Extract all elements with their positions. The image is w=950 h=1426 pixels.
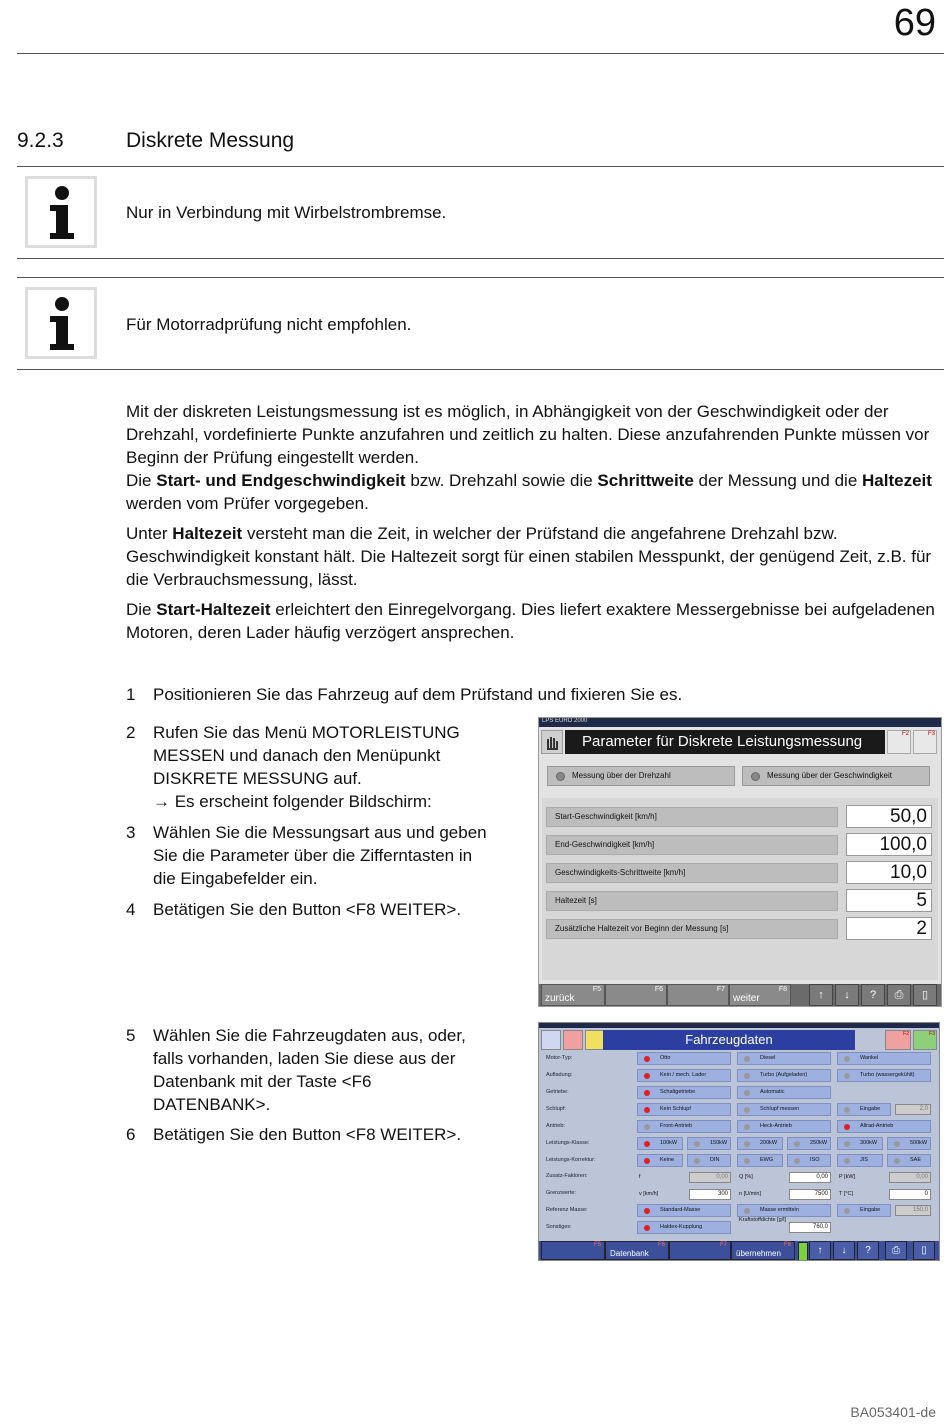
option-radio[interactable] xyxy=(637,1052,731,1065)
print-icon[interactable]: ⎙ xyxy=(887,984,911,1006)
f7-button[interactable] xyxy=(669,1241,731,1260)
divider xyxy=(17,166,944,167)
option-radio[interactable] xyxy=(837,1204,891,1217)
radio-icon xyxy=(844,1107,850,1113)
param-label: Zusätzliche Haltezeit vor Beginn der Messung [s] xyxy=(546,919,838,939)
fkey-label: F6 xyxy=(654,986,663,993)
step-text: Rufen Sie das Menü MOTORLEISTUNG xyxy=(153,723,460,742)
option-label: Haldex-Kupplung xyxy=(660,1224,703,1230)
back-button[interactable] xyxy=(541,984,605,1006)
radio-icon xyxy=(794,1141,800,1147)
factor-f-input[interactable]: 0,00 xyxy=(689,1172,731,1183)
divider xyxy=(17,277,944,278)
row-label: Grenzwerte: xyxy=(546,1190,576,1196)
option-radio[interactable] xyxy=(737,1069,831,1082)
param-step-input[interactable]: 10,0 xyxy=(846,861,932,884)
text: Unter xyxy=(126,524,173,543)
option-radio[interactable] xyxy=(687,1154,731,1167)
section-number: 9.2.3 xyxy=(17,129,64,152)
radio-icon xyxy=(694,1141,700,1147)
engine-icon[interactable] xyxy=(563,1030,583,1050)
option-label: 300kW xyxy=(860,1140,878,1146)
text: der Messung und die xyxy=(693,471,862,490)
hand-icon[interactable] xyxy=(541,730,563,754)
bold-term: Haltezeit xyxy=(172,524,243,543)
option-radio[interactable] xyxy=(637,1120,731,1133)
fkey-label: F3 xyxy=(929,1031,935,1037)
screen-title: Fahrzeugdaten xyxy=(603,1030,855,1050)
step-text: Wählen Sie die Messungsart aus und geben xyxy=(153,823,487,842)
f6-button[interactable] xyxy=(605,984,667,1006)
row-label: Motor-Typ: xyxy=(546,1055,573,1061)
radio-icon xyxy=(644,1158,650,1164)
row-label: Zusatz-Faktoren: xyxy=(546,1173,588,1179)
step-text: die Eingabefelder ein. xyxy=(153,869,318,888)
paragraph: Mit der diskreten Leistungsmessung ist es möglich, in Abhängigkeit von der Geschwindigkeit oder der Drehzahl, vordefinierte Punkte anzufahren und zeitlich zu halten. Diese anzufahrenden Punkte müssen vor Beginn der Prüfung eingestellt werden. xyxy=(126,402,930,467)
option-radio[interactable] xyxy=(737,1204,831,1217)
option-checkbox[interactable] xyxy=(637,1221,731,1234)
mode-label: Messung über der Drehzahl xyxy=(572,771,671,780)
radio-icon xyxy=(644,1124,650,1130)
option-radio[interactable] xyxy=(637,1137,683,1150)
step-text: Betätigen Sie den Button <F8 WEITER>. xyxy=(153,900,462,919)
f2-key-icon[interactable] xyxy=(885,1030,911,1050)
app-title: LPS EURO 2000 xyxy=(542,718,588,724)
option-label: Heck-Antrieb xyxy=(760,1123,792,1129)
radio-icon xyxy=(744,1208,750,1214)
option-label: Kein / mech. Lader xyxy=(660,1072,707,1078)
limit-n-input[interactable]: 7500 xyxy=(789,1189,831,1200)
param-start-input[interactable]: 50,0 xyxy=(846,805,932,828)
step-number: 3 xyxy=(126,823,136,842)
option-radio[interactable] xyxy=(637,1204,731,1217)
screen-title: Parameter für Diskrete Leistungsmessung xyxy=(565,730,885,754)
field-label: P [kW] xyxy=(839,1174,856,1180)
button-label: übernehmen xyxy=(736,1249,781,1258)
option-label: JIS xyxy=(860,1157,868,1163)
fkey-label: F3 xyxy=(927,731,935,737)
radio-icon xyxy=(694,1158,700,1164)
fuel-density-input[interactable]: 760,0 xyxy=(789,1222,831,1233)
option-radio[interactable] xyxy=(837,1052,931,1065)
fkey-label: F8 xyxy=(783,1242,791,1248)
hand-icon[interactable] xyxy=(541,1030,561,1050)
param-haltezeit-input[interactable]: 5 xyxy=(846,889,932,912)
option-radio[interactable] xyxy=(637,1154,683,1167)
radio-icon xyxy=(894,1141,900,1147)
radio-icon xyxy=(644,1107,650,1113)
row-label: Antrieb: xyxy=(546,1123,565,1129)
field-label: Kraftstoffdichte [g/l] xyxy=(739,1217,786,1223)
option-radio[interactable] xyxy=(737,1052,831,1065)
radio-icon xyxy=(844,1124,850,1130)
step-text: DATENBANK>. xyxy=(153,1095,271,1114)
step-6 xyxy=(126,1123,526,1153)
step-3 xyxy=(126,821,526,901)
next-button[interactable] xyxy=(729,984,791,1006)
button-label: zurück xyxy=(545,993,575,1004)
factor-p-input[interactable]: 0,00 xyxy=(889,1172,931,1183)
divider xyxy=(17,369,944,370)
step-text: Sie die Parameter über die Zifferntasten in xyxy=(153,846,473,865)
mode-label: Messung über der Geschwindigkeit xyxy=(767,771,892,780)
radio-icon xyxy=(794,1158,800,1164)
schlupf-input[interactable]: 2,0 xyxy=(895,1104,931,1115)
f2-key-icon[interactable] xyxy=(887,730,911,754)
option-radio[interactable] xyxy=(837,1154,883,1167)
step-number: 5 xyxy=(126,1026,136,1045)
fkey-label: F2 xyxy=(901,731,909,737)
option-radio[interactable] xyxy=(637,1086,731,1099)
arrow-up-icon[interactable]: ↑ xyxy=(809,984,833,1006)
option-label: Masse ermitteln xyxy=(760,1207,799,1213)
divider xyxy=(17,53,944,54)
document-id: BA053401-de xyxy=(850,1404,936,1420)
option-radio[interactable] xyxy=(737,1120,831,1133)
option-label: Front-Antrieb xyxy=(660,1123,693,1129)
text: bzw. Drehzahl sowie die xyxy=(405,471,598,490)
radio-icon xyxy=(844,1158,850,1164)
status-indicator xyxy=(798,1242,808,1261)
step-text: Betätigen Sie den Button <F8 WEITER>. xyxy=(153,1125,462,1144)
factor-q-input[interactable]: 0,00 xyxy=(789,1172,831,1183)
limit-t-input[interactable]: 0 xyxy=(889,1189,931,1200)
field-label: v [km/h] xyxy=(639,1191,659,1197)
option-radio[interactable] xyxy=(837,1120,931,1133)
option-radio[interactable] xyxy=(637,1103,731,1116)
radio-icon xyxy=(844,1073,850,1079)
row-label: Leistungs-Klasse: xyxy=(546,1140,590,1146)
option-label: Eingabe xyxy=(860,1106,881,1112)
option-label: Allrad-Antrieb xyxy=(860,1123,894,1129)
row-label: Leistungs-Korrektur: xyxy=(546,1157,596,1163)
radio-icon xyxy=(744,1107,750,1113)
body-text xyxy=(126,400,936,651)
option-radio[interactable] xyxy=(737,1137,783,1150)
option-label: Schaltgetriebe xyxy=(660,1089,696,1095)
option-label: 250kW xyxy=(810,1140,828,1146)
fkey-label: F7 xyxy=(719,1242,727,1248)
info-icon xyxy=(25,176,97,248)
step-number: 2 xyxy=(126,723,136,742)
bold-term: Haltezeit xyxy=(862,471,932,490)
step-number: 1 xyxy=(126,685,136,704)
radio-icon xyxy=(744,1073,750,1079)
option-label: Wankel xyxy=(860,1055,879,1061)
arrow-down-icon[interactable]: ↓ xyxy=(833,1241,855,1260)
mode-drehzahl-button[interactable] xyxy=(547,766,735,786)
step-text: MESSEN und danach den Menüpunkt xyxy=(153,746,441,765)
text: Die xyxy=(126,600,157,619)
option-radio[interactable] xyxy=(637,1069,731,1082)
radio-icon xyxy=(844,1208,850,1214)
option-radio[interactable] xyxy=(737,1086,831,1099)
option-radio[interactable] xyxy=(837,1103,891,1116)
option-label: Diesel xyxy=(760,1055,776,1061)
option-label: DIN xyxy=(710,1157,720,1163)
fkey-label: F8 xyxy=(778,986,787,993)
step-text: Positionieren Sie das Fahrzeug auf dem Prüfstand und fixieren Sie es. xyxy=(153,685,683,704)
radio-icon xyxy=(644,1208,650,1214)
field-label: n [U/min] xyxy=(739,1191,762,1197)
param-label: Start-Geschwindigkeit [km/h] xyxy=(546,807,838,827)
step-text: Wählen Sie die Fahrzeugdaten aus, oder, xyxy=(153,1026,466,1045)
option-label: 500kW xyxy=(910,1140,928,1146)
option-radio[interactable] xyxy=(837,1137,883,1150)
option-radio[interactable] xyxy=(787,1137,831,1150)
f3-key-icon[interactable] xyxy=(913,730,937,754)
option-radio[interactable] xyxy=(737,1103,831,1116)
mass-input[interactable]: 150,0 xyxy=(895,1205,931,1216)
step-number: 4 xyxy=(126,900,136,919)
row-label: Aufladung: xyxy=(546,1072,573,1078)
f3-key-icon[interactable] xyxy=(913,1030,937,1050)
text: Die xyxy=(126,471,157,490)
option-label: Kein Schlupf xyxy=(660,1106,691,1112)
page-number: 69 xyxy=(893,2,936,44)
field-label: f xyxy=(639,1174,641,1180)
option-radio[interactable] xyxy=(887,1154,931,1167)
option-label: Schlupf messen xyxy=(760,1106,800,1112)
note-text: Nur in Verbindung mit Wirbelstrombremse. xyxy=(126,203,447,222)
help-icon[interactable]: ? xyxy=(861,984,885,1006)
screenshot-diskrete-parameter xyxy=(538,717,942,1007)
radio-icon xyxy=(644,1073,650,1079)
print-icon[interactable]: ⎙ xyxy=(885,1241,907,1260)
param-label: End-Geschwindigkeit [km/h] xyxy=(546,835,838,855)
param-label: Geschwindigkeits-Schrittweite [km/h] xyxy=(546,863,838,883)
fkey-label: F5 xyxy=(592,986,601,993)
database-button[interactable] xyxy=(605,1241,669,1260)
arrow-down-icon[interactable]: ↓ xyxy=(835,984,859,1006)
field-label: T [°C] xyxy=(839,1191,854,1197)
button-label: weiter xyxy=(733,993,760,1004)
option-label: Automatic xyxy=(760,1089,785,1095)
limit-v-input[interactable]: 300 xyxy=(689,1189,731,1200)
radio-icon xyxy=(844,1141,850,1147)
radio-icon xyxy=(744,1158,750,1164)
radio-icon xyxy=(644,1090,650,1096)
text: erleichtert den Einregelvorgang. Dies liefert exaktere Messergebnisse bei aufgeladenen Motoren, deren Lader häufig verzögert ansprechen. xyxy=(126,600,935,642)
row-label: Referenz Masse: xyxy=(546,1207,588,1213)
step-text: Datenbank mit der Taste <F6 xyxy=(153,1072,372,1091)
param-end-input[interactable]: 100,0 xyxy=(846,833,932,856)
radio-icon xyxy=(744,1124,750,1130)
option-label: 150kW xyxy=(710,1140,728,1146)
param-start-haltezeit-input[interactable]: 2 xyxy=(846,917,932,940)
exit-icon[interactable]: ▯ xyxy=(913,1241,935,1260)
row-label: Sonstiges: xyxy=(546,1224,572,1230)
section-title: Diskrete Messung xyxy=(126,129,295,152)
settings-icon[interactable] xyxy=(585,1030,605,1050)
step-text: DISKRETE MESSUNG auf. xyxy=(153,769,362,788)
radio-icon xyxy=(744,1090,750,1096)
fkey-label: F2 xyxy=(903,1031,909,1037)
radio-icon xyxy=(894,1158,900,1164)
radio-icon xyxy=(844,1056,850,1062)
exit-icon[interactable]: ▯ xyxy=(913,984,937,1006)
option-radio[interactable] xyxy=(887,1137,931,1150)
option-radio[interactable] xyxy=(787,1154,831,1167)
step-5 xyxy=(126,1024,526,1124)
radio-icon xyxy=(751,772,760,781)
option-label: Turbo (wassergekühlt) xyxy=(860,1072,915,1078)
option-radio[interactable] xyxy=(687,1137,731,1150)
option-label: Otto xyxy=(660,1055,671,1061)
accept-button[interactable] xyxy=(731,1241,795,1260)
radio-icon xyxy=(744,1141,750,1147)
option-label: Keine xyxy=(660,1157,675,1163)
button-label: Datenbank xyxy=(610,1249,649,1258)
step-number: 6 xyxy=(126,1125,136,1144)
app-titlebar xyxy=(539,1023,939,1028)
checkbox-icon xyxy=(644,1225,650,1231)
step-text: falls vorhanden, laden Sie diese aus der xyxy=(153,1049,456,1068)
help-icon[interactable]: ? xyxy=(857,1241,879,1260)
fkey-label: F7 xyxy=(716,986,725,993)
option-label: ISO xyxy=(810,1157,820,1163)
mode-geschwindigkeit-button[interactable] xyxy=(742,766,930,786)
step-4 xyxy=(126,898,526,928)
screenshot-fahrzeugdaten xyxy=(538,1022,940,1261)
divider xyxy=(17,258,944,259)
step-result: → Es erscheint folgender Bildschirm: xyxy=(153,792,432,811)
option-label: Eingabe xyxy=(860,1207,881,1213)
radio-icon xyxy=(744,1056,750,1062)
option-radio[interactable] xyxy=(837,1069,931,1082)
fkey-label: F5 xyxy=(593,1242,601,1248)
note-text: Für Motorradprüfung nicht empfohlen. xyxy=(126,315,412,334)
param-label: Haltezeit [s] xyxy=(546,891,838,911)
bold-term: Start- und Endgeschwindigkeit xyxy=(156,471,406,490)
radio-icon xyxy=(644,1141,650,1147)
text: versteht man die Zeit, in welcher der Prüfstand die angefahrene Drehzahl bzw. Geschwindigkeit konstant hält. Die Haltezeit sorgt für einen stabilen Messpunkt, der genügend Zeit, z.B. für die Verbrauchsmessung, lässt. xyxy=(126,524,932,589)
row-label: Schlupf: xyxy=(546,1106,566,1112)
bold-term: Start-Haltezeit xyxy=(156,600,271,619)
field-label: Q [%] xyxy=(739,1174,753,1180)
f7-button[interactable] xyxy=(667,984,729,1006)
text: werden vom Prüfer vorgegeben. xyxy=(126,494,369,513)
radio-icon xyxy=(644,1056,650,1062)
fkey-label: F6 xyxy=(657,1242,665,1248)
radio-icon xyxy=(556,772,565,781)
option-radio[interactable] xyxy=(737,1154,783,1167)
option-label: SAE xyxy=(910,1157,922,1163)
option-label: Standard-Masse xyxy=(660,1207,701,1213)
option-label: 100kW xyxy=(660,1140,678,1146)
arrow-up-icon[interactable]: ↑ xyxy=(809,1241,831,1260)
f5-button[interactable] xyxy=(541,1241,605,1260)
app-titlebar xyxy=(539,718,941,727)
option-label: 200kW xyxy=(760,1140,778,1146)
step-2 xyxy=(126,721,526,821)
row-label: Getriebe: xyxy=(546,1089,569,1095)
info-icon xyxy=(25,287,97,359)
option-label: EWG xyxy=(760,1157,774,1163)
option-label: Turbo (Aufgeladen) xyxy=(760,1072,808,1078)
bold-term: Schrittweite xyxy=(597,471,694,490)
